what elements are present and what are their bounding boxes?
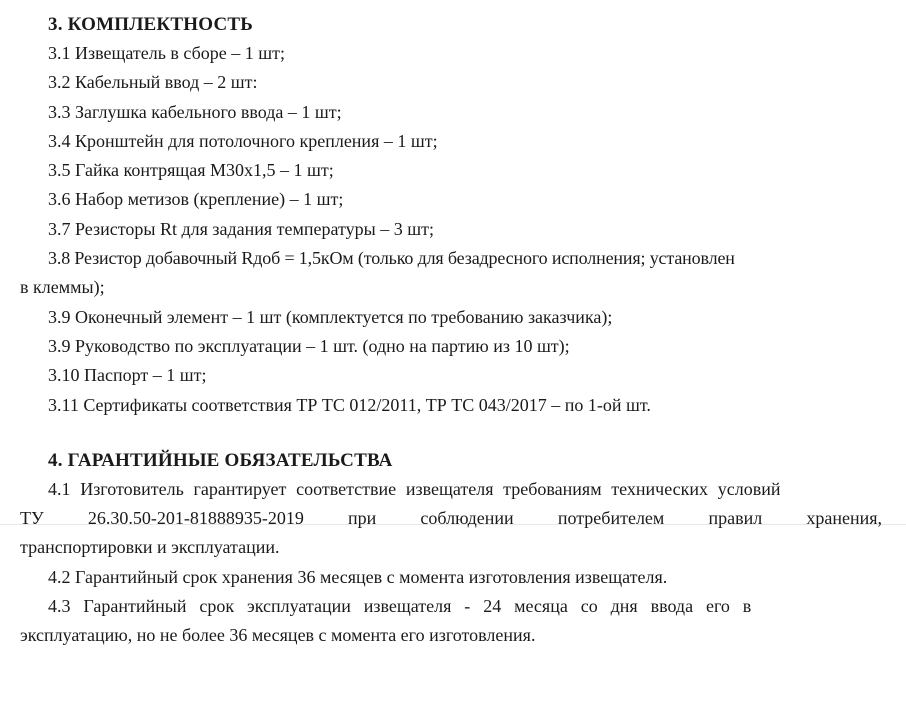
list-item: 3.9 Руководство по эксплуатации – 1 шт. (одно на партию из 10 шт);: [48, 335, 570, 356]
paragraph-4-3-line1: [20, 592, 882, 621]
list-item: 3.11 Сертификаты соответствия ТР ТС 012/2011, ТР ТС 043/2017 – по 1-ой шт.: [48, 394, 651, 415]
word: 26.30.50-201-81888935-2019: [87, 508, 304, 529]
list-item: 3.9 Оконечный элемент – 1 шт (комплектуется по требованию заказчика);: [48, 306, 613, 327]
word: соблюдении: [420, 508, 514, 529]
list-item: 3.1 Извещатель в сборе – 1 шт;: [48, 43, 286, 63]
paragraph-4-3-line2: эксплуатацию, но не более 36 месяцев с момента его изготовления.: [20, 625, 536, 646]
list-item-3-8-line2: в клеммы);: [20, 277, 105, 298]
list-item: 3.10 Паспорт – 1 шт;: [48, 365, 207, 386]
list-item: 3.4 Кронштейн для потолочного крепления – 1 шт;: [48, 130, 438, 151]
paragraph-4-1-line2: [20, 504, 882, 533]
paragraph-4-2: 4.2 Гарантийный срок хранения 36 месяцев с момента изготовления извещателя.: [48, 566, 668, 587]
document-page: [20, 10, 882, 651]
section-3-heading: 3. КОМПЛЕКТНОСТЬ: [48, 14, 254, 35]
paragraph-4-1-line1: [20, 475, 882, 504]
word: правил: [708, 508, 763, 529]
section-4-heading: 4. ГАРАНТИЙНЫЕ ОБЯЗАТЕЛЬСТВА: [48, 449, 393, 471]
list-item-3-8-line1: 3.8 Резистор добавочный Rдоб = 1,5кОм (только для безадресного исполнения; установлен: [48, 248, 735, 269]
list-item: 3.7 Резисторы Rt для задания температуры – 3 шт;: [48, 218, 434, 239]
paragraph-4-1-line3: транспортировки и эксплуатации.: [20, 537, 280, 558]
word: при: [348, 508, 377, 529]
word: ТУ: [20, 508, 44, 529]
word: хранения,: [806, 508, 882, 529]
paragraph-text: 4.1 Изготовитель гарантирует соответствие извещателя требованиям технических условий: [48, 478, 781, 499]
list-item: 3.3 Заглушка кабельного ввода – 1 шт;: [48, 101, 342, 122]
word: потребителем: [557, 508, 665, 529]
list-item: 3.5 Гайка контрящая М30х1,5 – 1 шт;: [48, 160, 334, 181]
list-item: 3.2 Кабельный ввод – 2 шт:: [48, 72, 258, 93]
list-item: 3.6 Набор метизов (крепление) – 1 шт;: [48, 189, 344, 210]
paragraph-text: 4.3 Гарантийный срок эксплуатации извещателя - 24 месяца со дня ввода его в: [48, 596, 752, 617]
